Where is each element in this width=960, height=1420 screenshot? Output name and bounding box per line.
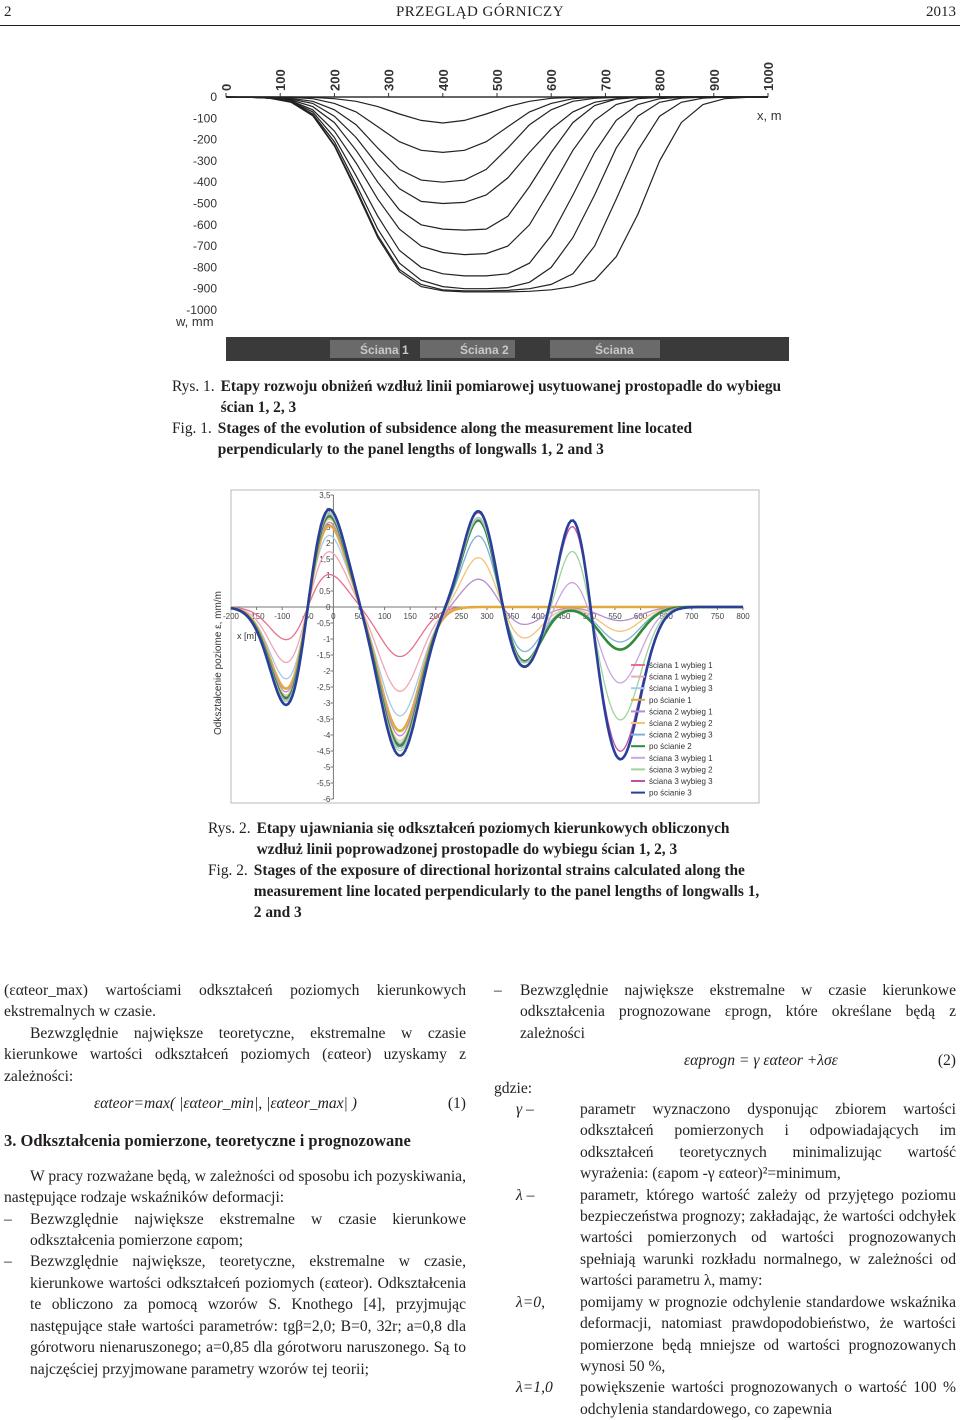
y-tick-label: -800 (192, 260, 217, 275)
x-tick-label: 400 (531, 612, 545, 621)
equation-2-number: (2) (937, 1052, 956, 1070)
x-tick-label: 100 (273, 69, 289, 91)
dash-bullet: – (4, 1253, 12, 1271)
y-axis-label: Odkształcenie poziome ε, mm/m (213, 591, 224, 735)
running-header (0, 0, 960, 24)
y-tick-label: 0 (210, 90, 217, 104)
list-item-text: Bezwzględnie największe ekstremalne w czasie kierunkowe odkształcenia prognozowane εprogn, które określane będą z zależności (520, 982, 956, 1042)
x-tick-label: 250 (454, 612, 469, 621)
y-tick-label: -3 (323, 699, 331, 708)
rys-text: Etapy rozwoju obniżeń wzdłuż linii pomiarowej usytuowanej prostopadle do wybiegu ścian 1, 2, 3 (220, 378, 782, 416)
y-tick-label: -700 (192, 239, 217, 254)
list-item-text: Bezwzględnie największe ekstremalne w czasie kierunkowe odkształcenia pomierzone εαpom; (30, 1210, 466, 1250)
x-tick-label: 0 (219, 83, 234, 91)
x-tick-label: 550 (608, 612, 622, 621)
gdzie-label: gdzie: (494, 1079, 533, 1097)
x-tick-label: 650 (659, 612, 673, 621)
x-tick-label: 200 (429, 612, 443, 621)
panel-label-2: Ściana 2 (460, 343, 509, 357)
legend-label: po ścianie 2 (649, 742, 692, 752)
panel-strip (226, 337, 789, 361)
right-column (494, 980, 956, 1420)
legend-label: po ścianie 1 (649, 695, 692, 705)
x-tick-label: -150 (248, 612, 265, 621)
legend-label: ściana 2 wybieg 3 (649, 730, 713, 740)
legend-label: ściana 3 wybieg 1 (649, 753, 713, 763)
definition-text: parametr, którego wartość zależy od przyjętego poziomu bezpieczeństwa prognozy; zakładając, że wartości odchyłek wartości pomierzonych od wartości prognozowanych spełniają warunki rozkładu normalnego, w zależności od wartości parametru λ, mamy: (580, 1186, 956, 1290)
x-tick-label: 900 (706, 69, 722, 91)
equation-2 (494, 1050, 956, 1071)
definition-text: pomijamy w prognozie odchylenie standardowe wskaźnika deformacji, natomiast prawdopodobieństwo, że wartości pomierzone będą mniejsze od wartości prognozowanych wynosi 50 %, (580, 1293, 956, 1375)
rys-text: Etapy ujawniania się odkształceń poziomych kierunkowych obliczonych wzdłuż linii poprowadzonej prostopadle do wybiegu ścian 1, 2, 3 (256, 820, 730, 858)
list-item (494, 980, 956, 1044)
x-tick-label: 450 (557, 612, 571, 621)
y-tick-label: -1,5 (316, 651, 331, 660)
x-tick-label: 700 (685, 612, 699, 621)
year: 2013 (926, 4, 956, 20)
y-tick-label: -2,5 (316, 683, 331, 692)
y-tick-label: 1,5 (319, 555, 331, 564)
x-tick-label: 150 (403, 612, 417, 621)
definition-symbol: λ=0, (516, 1293, 545, 1311)
y-tick-label: -1 (323, 635, 331, 644)
y-tick-label: -1000 (186, 303, 217, 317)
y-tick-label: 1 (325, 571, 331, 580)
fig-label: Fig. 2. (208, 862, 248, 879)
section-heading: 3. Odkształcenia pomierzone, teoretyczne i prognozowane (4, 1131, 411, 1151)
x-tick-label: 50 (354, 612, 364, 621)
definition-symbol: γ – (516, 1101, 534, 1119)
y-tick-label: -900 (192, 281, 217, 296)
y-tick-label: -2 (323, 667, 331, 676)
x-tick-label: 600 (633, 612, 648, 621)
plot-area (226, 97, 768, 310)
journal-title: PRZEGLĄD GÓRNICZY (395, 4, 565, 20)
figure-1-caption (172, 376, 792, 460)
y-tick-label: 3 (325, 507, 331, 516)
rys-label: Rys. 2. (208, 820, 251, 837)
paragraph: Bezwzględnie największe teoretyczne, ekstremalne w czasie kierunkowe wartości odkształceń poziomych (εαteor) uzyskamy z zależności: (4, 1024, 466, 1085)
y-tick-label: -300 (192, 153, 217, 168)
x-tick-label: 0 (331, 612, 336, 621)
y-tick-label: -6 (323, 795, 331, 804)
x-tick-label: 500 (490, 69, 505, 91)
x-tick-label: 1000 (761, 62, 776, 91)
figure-2-caption (208, 818, 760, 923)
y-tick-label: -100 (192, 111, 217, 126)
x-tick-label: 800 (652, 69, 668, 91)
y-tick-label: -0,5 (316, 619, 331, 628)
equation-1-body: εαteor=max( |εαteor_min|, |εαteor_max| ) (94, 1095, 357, 1113)
y-tick-label: -500 (192, 196, 217, 211)
legend-label: ściana 2 wybieg 1 (649, 707, 713, 717)
definition-text: parametr wyznaczono dysponując zbiorem wartości odkształceń pomierzonych i odpowiadających im odkształceń teoretycznych minimalizując wartość wyrażenia: (εapom -γ εαteor)²=minimum, (580, 1101, 956, 1183)
x-axis-label: x, m (757, 108, 782, 123)
equation-1-number: (1) (447, 1095, 466, 1113)
y-tick-label: -4,5 (316, 747, 331, 756)
legend-label: ściana 3 wybieg 3 (649, 777, 713, 786)
x-tick-label: -50 (302, 612, 314, 621)
definition-item (494, 1185, 956, 1292)
y-tick-label: 2,5 (319, 523, 331, 532)
left-column (4, 980, 466, 1380)
x-tick-label: 800 (736, 612, 750, 621)
legend-label: ściana 1 wybieg 3 (649, 684, 713, 694)
x-axis-label: x [m] (237, 631, 257, 641)
x-tick-label: 750 (710, 612, 725, 621)
paragraph: (εαteor_max) wartościami odkształceń poziomych kierunkowych ekstremalnych w czasie. (4, 982, 466, 1021)
y-tick-label: -600 (192, 217, 217, 232)
definition-symbol: λ=1,0 (516, 1379, 553, 1397)
x-tick-label: 400 (435, 69, 451, 91)
y-tick-label: -3,5 (316, 715, 331, 724)
definition-symbol: λ – (516, 1186, 535, 1204)
header-rule (0, 25, 960, 26)
figure-1-subsidence-chart (170, 52, 790, 364)
dash-bullet: – (494, 982, 502, 999)
x-tick-label: 500 (582, 612, 597, 621)
legend-label: ściana 1 wybieg 2 (649, 672, 713, 682)
y-axis-label: w, mm (176, 314, 214, 329)
y-tick-label: -4 (323, 731, 331, 740)
definition-item (494, 1099, 956, 1185)
fig-text: Stages of the evolution of subsidence along the measurement line located perpendicularly to the panel lengths of longwalls 1, 2 and 3 (217, 420, 693, 458)
y-tick-label: 3,5 (319, 491, 331, 500)
x-tick-label: 350 (505, 612, 520, 621)
definition-item (494, 1292, 956, 1378)
equation-2-body: εαprogn = γ εαteor +λσε (684, 1052, 838, 1070)
list-item (4, 1209, 466, 1252)
panel-label-3: Ściana (595, 343, 634, 357)
legend-label: ściana 3 wybieg 2 (649, 765, 713, 775)
x-tick-label: 600 (544, 69, 560, 91)
y-tick-label: -400 (192, 175, 217, 190)
x-tick-label: -100 (274, 612, 291, 621)
legend-label: po ścianie 3 (649, 788, 692, 798)
fig-text: Stages of the exposure of directional horizontal strains calculated along the measurement line located perpendicularly to the panel lengths of longwalls 1, 2 and 3 (253, 862, 760, 921)
y-tick-label: -5 (323, 763, 331, 772)
rys-label: Rys. 1. (172, 378, 215, 395)
list-item-text: Bezwzględnie największe, teoretyczne, ekstremalne w czasie, kierunkowe wartości odkształceń poziomych (εαteor). Odkształcenia te obliczono za pomocą wzorów S. Knothego [4], przyjmując następujące stałe wartości parametrów: tgβ=2,0; B=0, 32r; a=0,8 dla górotworu nienaruszonego; a=0,85 dla górotworu naruszonego. Są to najczęściej przyjmowane parametry wzorów tej teorii; (30, 1253, 466, 1378)
y-tick-label: 0 (325, 603, 331, 612)
x-tick-label: 700 (598, 69, 614, 91)
dash-bullet: – (4, 1210, 12, 1228)
definition-text: powiększenie wartości prognozowanych o wartość 100 % odchylenia standardowego, co zapewnia (580, 1379, 956, 1418)
figure-2-strain-chart (201, 487, 761, 805)
x-tick-label: 300 (480, 612, 494, 621)
list-item (4, 1251, 466, 1379)
paragraph: W pracy rozważane będą, w zależności od sposobu ich pozyskiwania, następujące rodzaje wskaźników deformacji: (4, 1167, 466, 1207)
legend-label: ściana 1 wybieg 1 (649, 661, 713, 670)
y-tick-label: 0,5 (319, 587, 331, 596)
y-tick-label: 2 (325, 539, 331, 548)
x-tick-label: 200 (327, 69, 343, 91)
x-tick-label: -200 (222, 612, 240, 621)
y-tick-label: -5,5 (316, 779, 331, 788)
page-number: 2 (4, 4, 12, 20)
definition-list (494, 1099, 956, 1420)
x-tick-label: 300 (381, 69, 397, 91)
equation-1 (4, 1093, 466, 1114)
fig-label: Fig. 1. (172, 420, 212, 437)
y-tick-label: -200 (192, 132, 217, 147)
x-tick-label: 100 (377, 612, 392, 621)
legend-label: ściana 2 wybieg 2 (649, 719, 713, 728)
panel-label-1: Ściana 1 (360, 343, 409, 357)
